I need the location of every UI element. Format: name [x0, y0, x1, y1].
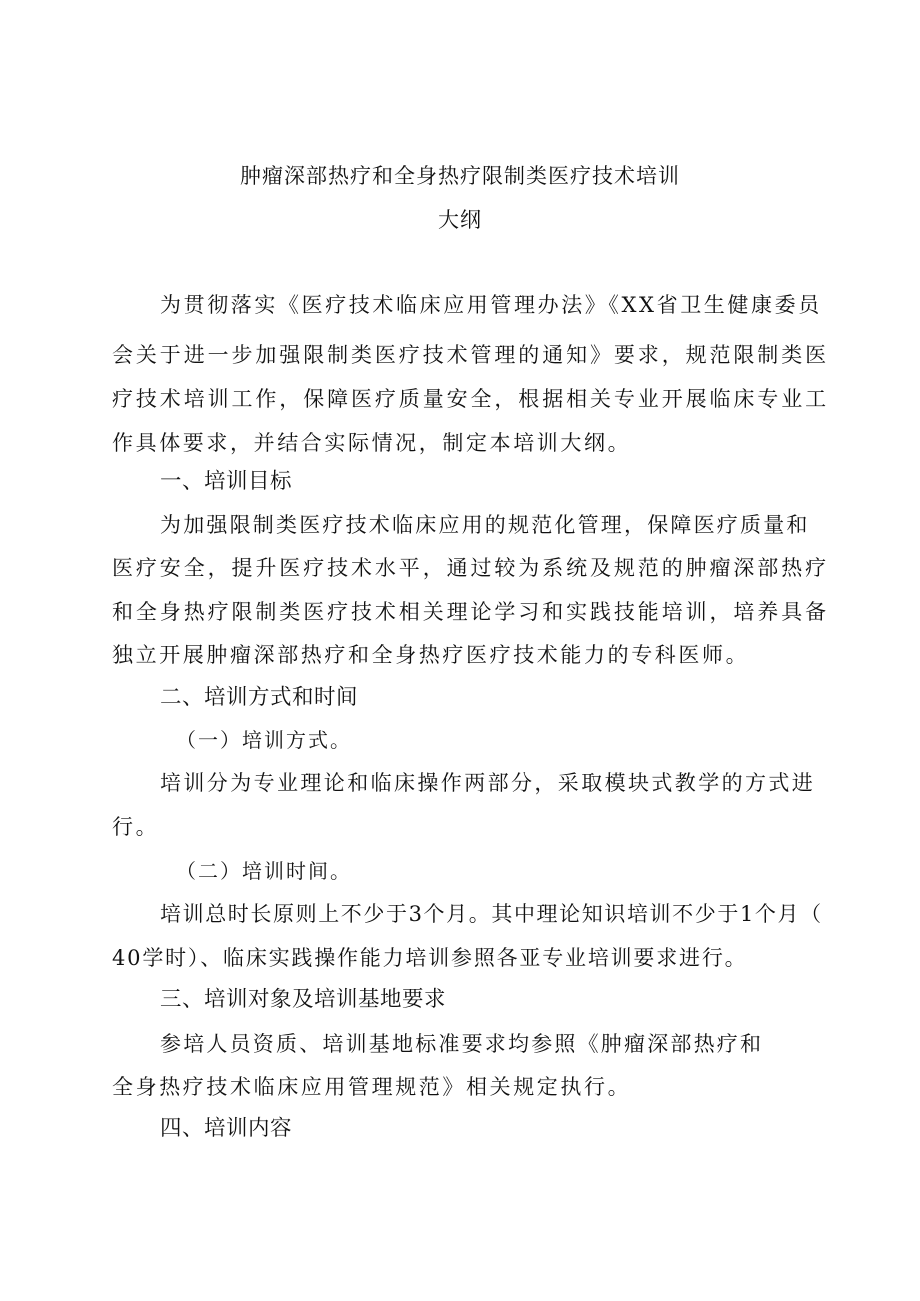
document-title-line-2: 大纲	[438, 208, 482, 232]
section-1-line-1: 为加强限制类医疗技术临床应用的规范化管理，保障医疗质量和	[160, 513, 810, 537]
section-2-sub-2-heading: （二）培训时间。	[176, 859, 352, 883]
section-3-heading: 三、培训对象及培训基地要求	[160, 987, 447, 1012]
section-1-line-2: 医疗安全，提升医疗技术水平，通过较为系统及规范的肿瘤深部热疗	[112, 556, 829, 580]
section-2-sub-1-line-1: 培训分为专业理论和临床操作两部分，采取模块式教学的方式进	[160, 771, 816, 795]
intro-line-2: 会关于进一步加强限制类医疗技术管理的通知》要求，规范限制类医	[112, 343, 829, 367]
section-2-sub-2-line-2: 40学时）、临床实践操作能力培训参照各亚专业培训要求进行。	[112, 946, 748, 970]
section-2-sub-1-heading: （一）培训方式。	[176, 728, 352, 752]
intro-line-3: 疗技术培训工作，保障医疗质量安全，根据相关专业开展临床专业工	[112, 387, 829, 411]
section-2-sub-1-line-2: 行。	[112, 815, 160, 839]
section-2-sub-2-line-1: 培训总时长原则上不少于3个月。其中理论知识培训不少于1个月（	[160, 902, 823, 926]
section-1-line-3: 和全身热疗限制类医疗技术相关理论学习和实践技能培训，培养具备	[112, 600, 829, 624]
section-3-line-2: 全身热疗技术临床应用管理规范》相关规定执行。	[112, 1075, 632, 1099]
section-1-heading: 一、培训目标	[160, 469, 293, 494]
document-title-line-1: 肿瘤深部热疗和全身热疗限制类医疗技术培训	[240, 164, 680, 188]
section-4-heading: 四、培训内容	[160, 1116, 293, 1141]
intro-line-1: 为贯彻落实《医疗技术临床应用管理办法》《XX省卫生健康委员	[160, 293, 822, 317]
section-2-heading: 二、培训方式和时间	[160, 685, 359, 710]
intro-line-4: 作具体要求，并结合实际情况，制定本培训大纲。	[112, 431, 632, 455]
section-3-line-1: 参培人员资质、培训基地标准要求均参照《肿瘤深部热疗和	[160, 1032, 764, 1056]
section-1-line-4: 独立开展肿瘤深部热疗和全身热疗医疗技术能力的专科医师。	[112, 643, 750, 667]
